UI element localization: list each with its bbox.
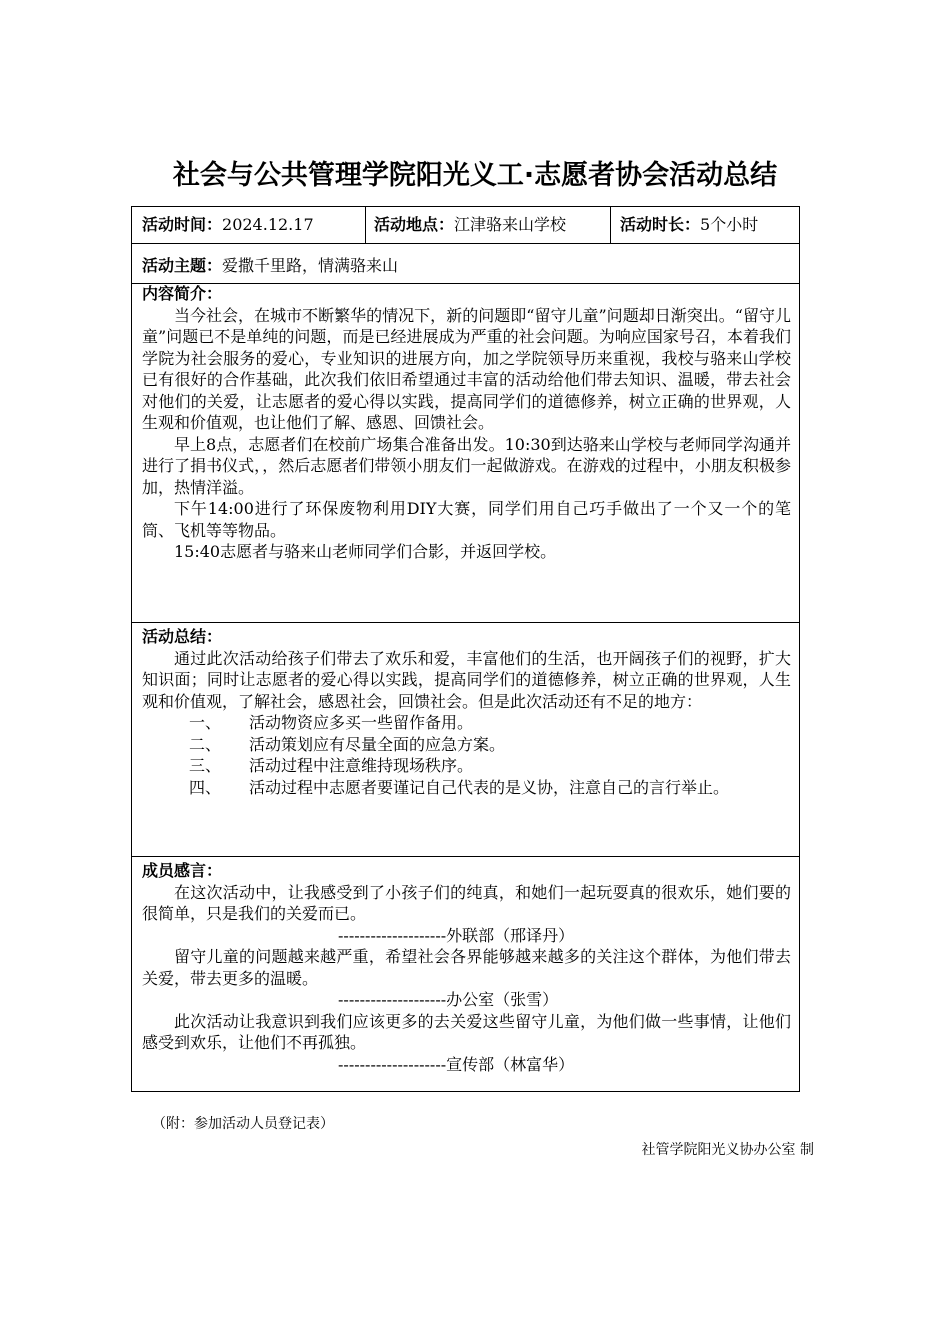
divider: [132, 856, 799, 857]
list-text: 活动过程中志愿者要谨记自己代表的是义协，注意自己的言行举止。: [249, 777, 730, 797]
summary-list-item: [142, 734, 791, 756]
divider: [132, 243, 799, 244]
summary-list-item: [142, 777, 791, 799]
member-signature: --------------------办公室（张雪）: [338, 990, 559, 1009]
summary-list-item: [142, 755, 791, 777]
member-comment: 此次活动让我意识到我们应该更多的去关爱这些留守儿童，为他们做一些事情，让他们感受到欢乐，让他们不再孤独。: [142, 1011, 791, 1052]
member-signature: --------------------外联部（邢译丹）: [338, 925, 575, 945]
activity-duration-value: 5个小时: [700, 215, 759, 234]
divider: [132, 622, 799, 623]
list-number: 四、: [189, 777, 222, 797]
member-comment: 在这次活动中，让我感受到了小孩子们的纯真，和她们一起玩耍真的很欢乐，她们要的很简单，只是我们的关爱而已。: [142, 882, 791, 923]
activity-place-value: 江津骆来山学校: [454, 215, 567, 234]
intro-paragraph: 下午14:00进行了环保废物利用DIY大赛，同学们用自己巧手做出了一个又一个的笔筒、飞机等等物品。: [142, 499, 791, 540]
intro-paragraph: 15:40志愿者与骆来山老师同学们合影，并返回学校。: [174, 542, 557, 561]
maker-note: 社管学院阳光义协办公室 制: [641, 1142, 814, 1158]
activity-theme-label: 活动主题：: [142, 256, 223, 275]
activity-theme-value: 爱撒千里路，情满骆来山: [222, 256, 399, 275]
activity-duration-label: 活动时长：: [620, 215, 701, 234]
summary-heading: 活动总结：: [142, 627, 223, 646]
summary-table: [131, 206, 800, 1092]
divider: [365, 207, 366, 243]
intro-heading: 内容简介：: [142, 284, 223, 303]
list-text: 活动物资应多买一些留作备用。: [249, 713, 474, 732]
intro-section: [142, 283, 791, 563]
activity-theme-cell: [142, 255, 398, 277]
page-title: 社会与公共管理学院阳光义工·志愿者协会活动总结: [172, 160, 778, 191]
members-heading: 成员感言：: [142, 861, 223, 880]
list-number: 三、: [189, 756, 222, 775]
intro-paragraph: 早上8点，志愿者们在校前广场集合准备出发。10:30到达骆来山学校与老师同学沟通并进行了捐书仪式，，然后志愿者们带领小朋友们一起做游戏。在游戏的过程中，小朋友积极参加，热情洋溢。: [142, 434, 791, 497]
members-section: [142, 860, 791, 1075]
member-comment: 留守儿童的问题越来越严重，希望社会各界能够越来越多的关注这个群体，为他们带去关爱，带去更多的温暖。: [142, 947, 791, 988]
list-number: 二、: [189, 734, 222, 754]
divider: [610, 207, 611, 243]
activity-place-label: 活动地点：: [374, 215, 455, 234]
activity-time-cell: [142, 214, 314, 236]
intro-paragraph: 当今社会，在城市不断繁华的情况下，新的问题即“留守儿童”问题却日渐突出。“留守儿童”问题已不是单纯的问题，而是已经进展成为严重的社会问题。为响应国家号召，本着我们学院为社会服务的爱心，专业知识的进展方向，加之学院领导历来重视，我校与骆来山学校已有很好的合作基础，此次我们依旧希望通过丰富的活动给他们带去知识、温暖，带去社会对他们的关爱，让志愿者的爱心得以实践，提高同学们的道德修养，树立正确的世界观，人生观和价值观，也让他们了解、感恩、回馈社会。: [142, 305, 791, 432]
activity-time-value: 2024.12.17: [222, 215, 314, 234]
list-number: 一、: [189, 713, 222, 732]
list-text: 活动策划应有尽量全面的应急方案。: [249, 734, 506, 754]
summary-section: [142, 626, 791, 798]
summary-paragraph: 通过此次活动给孩子们带去了欢乐和爱，丰富他们的生活，也开阔孩子们的视野，扩大知识面；同时让志愿者的爱心得以实践，提高同学们的道德修养，树立正确的世界观，人生观和价值观，了解社会，感恩社会，回馈社会。但是此次活动还有不足的地方：: [142, 648, 791, 711]
activity-place-cell: [374, 214, 566, 236]
activity-time-label: 活动时间：: [142, 215, 223, 234]
activity-duration-cell: [620, 214, 758, 236]
list-text: 活动过程中注意维持现场秩序。: [249, 756, 474, 775]
summary-list-item: [142, 712, 791, 734]
attachment-note: （附：参加活动人员登记表）: [152, 1116, 334, 1132]
member-signature: --------------------宣传部（林富华）: [338, 1054, 575, 1074]
